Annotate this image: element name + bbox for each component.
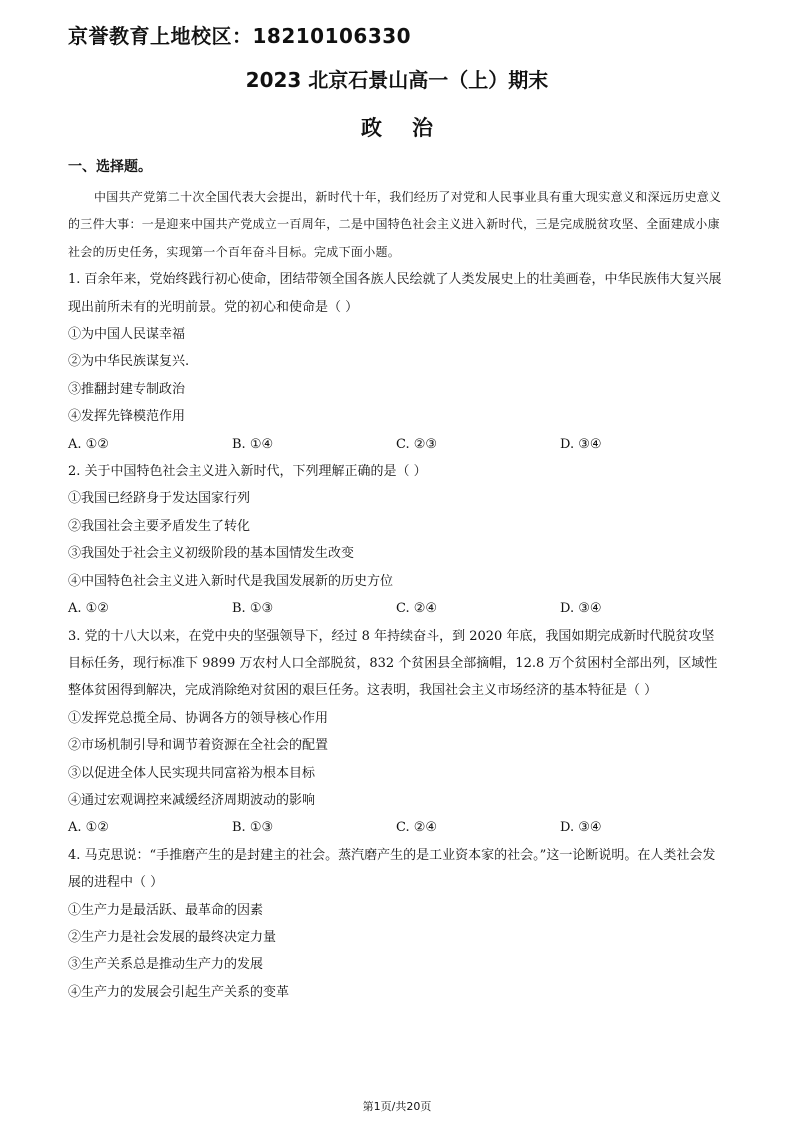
intro-paragraph: 中国共产党第二十次全国代表大会提出，新时代十年，我们经历了对党和人民事业具有重大现实意义和深远历史意义的三件大事：一是迎来中国共产党成立一百周年，二是中国特色社会主义进入新时代，三是完成脱贫攻坚、全面建成小康社会的历史任务，实现第一个百年奋斗目标。完成下面小题。	[68, 190, 722, 259]
q1-item-3: ③推翻封建专制政治	[68, 381, 186, 397]
q3-option-b: B. ①③	[232, 820, 274, 836]
q4-item-2: ②生产力是社会发展的最终决定力量	[68, 929, 277, 945]
q1-item-2: ②为中华民族谋复兴.	[68, 354, 190, 370]
q2-option-c: C. ②④	[396, 601, 438, 617]
exam-title: 2023 北京石景山高一（上）期末	[245, 68, 549, 92]
q3-options	[68, 814, 724, 841]
q4-item-3: ③生产关系总是推动生产力的发展	[68, 957, 264, 973]
q4-item-1: ①生产力是最活跃、最革命的因素	[68, 902, 264, 918]
q1-option-c: C. ②③	[396, 436, 438, 452]
q2-item-1: ①我国已经跻身于发达国家行列	[68, 491, 251, 507]
q2-option-a: A. ①②	[68, 601, 109, 617]
q3-item-3: ③以促进全体人民实现共同富裕为根本目标	[68, 765, 316, 781]
section-title: 一、选择题。	[68, 159, 152, 175]
q2-option-d: D. ③④	[560, 601, 602, 617]
q3-item-2: ②市场机制引导和调节着资源在全社会的配置	[68, 738, 329, 754]
q2-item-2: ②我国社会主要矛盾发生了转化	[68, 518, 251, 534]
q2-options	[68, 595, 724, 622]
q2-item-4: ④中国特色社会主义进入新时代是我国发展新的历史方位	[68, 573, 394, 589]
q2-item-3: ③我国处于社会主义初级阶段的基本国情发生改变	[68, 546, 355, 562]
q3-stem: 3. 党的十八大以来，在党中央的坚强领导下，经过 8 年持续奋斗，到 2020 年底，我国如期完成新时代脱贫攻坚目标任务，现行标准下 9899 万农村人口全部脱贫，832 个贫困县全部摘帽，12.8 万个贫困村全部出列，区域性整体贫困得到解决，完成消除绝对贫困的艰巨任务。这表明，我国社会主义市场经济的基本特征是（ ）	[68, 628, 718, 699]
q2-stem: 2. 关于中国特色社会主义进入新时代，下列理解正确的是（ ）	[68, 464, 427, 480]
q1-option-a: A. ①②	[68, 436, 109, 452]
q3-item-1: ①发挥党总揽全局、协调各方的领导核心作用	[68, 710, 329, 726]
q4-stem: 4. 马克思说：“手推磨产生的是封建主的社会。蒸汽磨产生的是工业资本家的社会。”这一论断说明。在人类社会发展的进程中（ ）	[68, 847, 716, 891]
page-footer: 第1页/共20页	[362, 1100, 432, 1113]
header-brand: 京誉教育上地校区：18210106330	[68, 24, 412, 48]
q3-option-d: D. ③④	[560, 820, 602, 836]
q1-option-b: B. ①④	[232, 436, 274, 452]
q4-item-4: ④生产力的发展会引起生产关系的变革	[68, 984, 290, 1000]
q3-item-4: ④通过宏观调控来减缓经济周期波动的影响	[68, 792, 316, 808]
q3-option-c: C. ②④	[396, 820, 438, 836]
q1-options	[68, 431, 724, 458]
q1-stem: 1. 百余年来，党始终践行初心使命，团结带领全国各族人民绘就了人类发展史上的壮美画卷，中华民族伟大复兴展现出前所未有的光明前景。党的初心和使命是（ ）	[68, 272, 722, 315]
q1-option-d: D. ③④	[560, 436, 602, 452]
q2-option-b: B. ①③	[232, 601, 274, 617]
q1-item-4: ④发挥先锋模范作用	[68, 409, 186, 425]
q3-option-a: A. ①②	[68, 820, 109, 836]
exam-content	[68, 184, 724, 1006]
exam-subject: 政治	[361, 116, 463, 140]
q1-item-1: ①为中国人民谋幸福	[68, 327, 186, 343]
